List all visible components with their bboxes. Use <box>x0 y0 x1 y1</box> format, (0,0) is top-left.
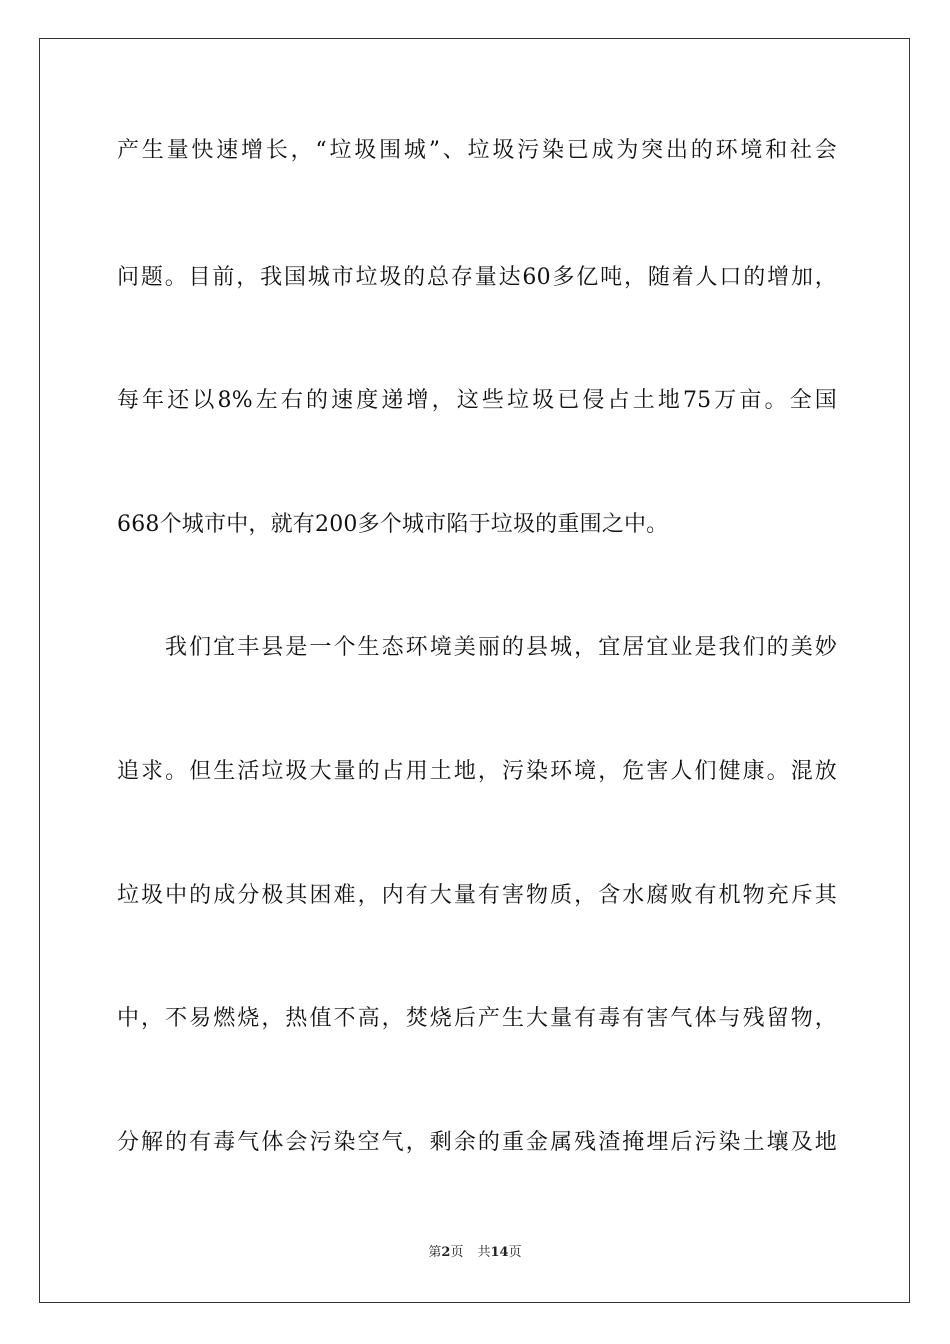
footer-page-suffix: 页 <box>450 1245 464 1260</box>
footer-total-pages: 14 <box>490 1245 509 1260</box>
paragraph-line-1: 产生量快速增长，“垃圾围城”、垃圾污染已成为突出的环境和社会 <box>117 138 837 163</box>
paragraph-line-8: 中，不易燃烧，热值不高，焚烧后产生大量有毒有害气体与残留物， <box>117 1006 837 1031</box>
paragraph-line-6: 追求。但生活垃圾大量的占用土地，污染环境，危害人们健康。混放 <box>117 759 837 784</box>
page-footer <box>0 1244 950 1262</box>
paragraph-line-5: 我们宜丰县是一个生态环境美丽的县城，宜居宜业是我们的美妙 <box>165 635 837 660</box>
footer-page-prefix: 第 <box>428 1245 442 1260</box>
page-border <box>39 38 910 1303</box>
footer-total-prefix: 共 <box>477 1245 491 1260</box>
paragraph-line-7: 垃圾中的成分极其困难，内有大量有害物质，含水腐败有机物充斥其 <box>117 883 837 908</box>
paragraph-line-4: 668个城市中，就有200多个城市陷于垃圾的重围之中。 <box>117 512 669 537</box>
paragraph-line-2: 问题。目前，我国城市垃圾的总存量达60多亿吨，随着人口的增加， <box>117 265 837 290</box>
paragraph-line-3: 每年还以8%左右的速度递增，这些垃圾已侵占土地75万亩。全国 <box>117 388 837 413</box>
footer-page-number: 2 <box>441 1245 451 1260</box>
paragraph-line-9: 分解的有毒气体会污染空气，剩余的重金属残渣掩埋后污染土壤及地 <box>117 1130 837 1155</box>
footer-total-suffix: 页 <box>508 1245 522 1260</box>
